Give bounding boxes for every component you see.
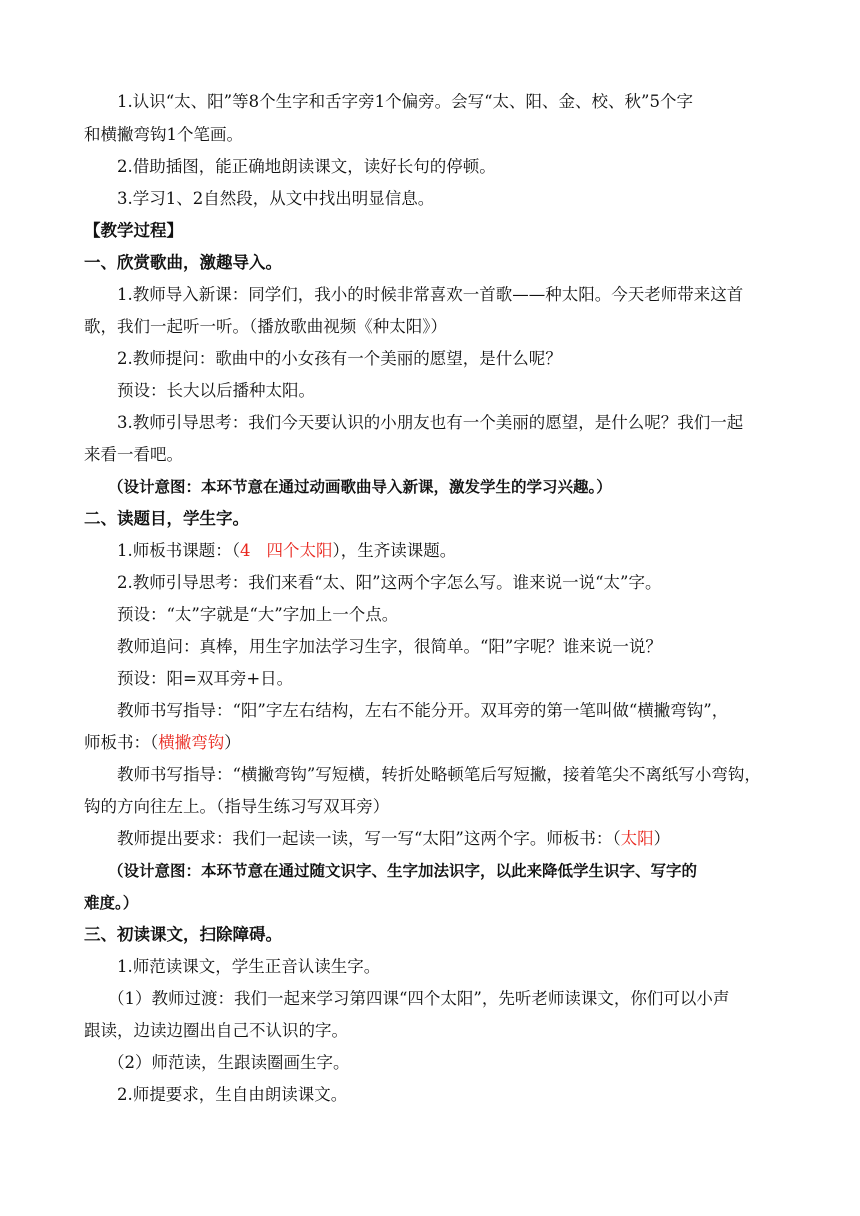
process-heading: 【教学过程】 bbox=[84, 221, 183, 240]
design-note-label: 设计意图： bbox=[123, 861, 202, 880]
board-title-suffix: ），生齐读课题。 bbox=[332, 541, 457, 560]
design-note-label: 设计意图： bbox=[123, 477, 202, 496]
section-2-line-3: 教师追问：真棒，用生字加法学习生字，很简单。“阳”字呢？谁来说一说？ bbox=[117, 637, 662, 656]
section-3-line-4: （2）师范读，生跟读圈画生字。 bbox=[108, 1053, 350, 1072]
design-note-text: 本环节意在通过动画歌曲导入新课，激发学生的学习兴趣。 bbox=[201, 477, 597, 496]
section-2-line-5: 教师书写指导：“阳”字左右结构，左右不能分开。双耳旁的第一笔叫做“横撇弯钩”， bbox=[117, 701, 729, 720]
objective-1-line-2: 和横撇弯钩1个笔画。 bbox=[84, 125, 243, 144]
section-3-heading: 三、初读课文，扫除障碍。 bbox=[84, 925, 282, 944]
design-note-text: 本环节意在通过随文识字、生字加法识字，以此来降低学生识字、写字的 bbox=[201, 861, 698, 880]
section-1-design-note: （设计意图：本环节意在通过动画歌曲导入新课，激发学生的学习兴趣。） bbox=[108, 477, 612, 496]
section-2-heading: 二、读题目，学生字。 bbox=[84, 509, 249, 528]
section-3-line-3: 跟读，边读边圈出自己不认识的字。 bbox=[84, 1021, 348, 1040]
board-word-suffix: ） bbox=[653, 829, 671, 848]
section-2-board-stroke bbox=[84, 733, 780, 753]
section-1-line-5: 3.教师引导思考：我们今天要认识的小朋友也有一个美丽的愿望，是什么呢？我们一起 bbox=[117, 413, 744, 432]
board-title-prefix: 1.师板书课题：（ bbox=[117, 541, 240, 560]
board-title-text: 四个太阳 bbox=[266, 541, 333, 560]
objective-3: 3.学习1、2自然段，从文中找出明显信息。 bbox=[117, 189, 435, 208]
section-2-design-note: （设计意图：本环节意在通过随文识字、生字加法识字，以此来降低学生识字、写字的 bbox=[108, 861, 698, 880]
section-2-line-6: 教师书写指导：“横撇弯钩”写短横，转折处略顿笔后写短撇，接着笔尖不离纸写小弯钩， bbox=[117, 765, 761, 784]
board-word-text: 太阳 bbox=[620, 829, 654, 848]
objective-2: 2.借助插图，能正确地朗读课文，读好长句的停顿。 bbox=[117, 157, 496, 176]
section-1-line-2: 歌，我们一起听一听。（播放歌曲视频《种太阳》） bbox=[84, 317, 447, 336]
section-3-line-2: （1）教师过渡：我们一起来学习第四课“四个太阳”，先听老师读课文，你们可以小声 bbox=[108, 989, 730, 1008]
section-2-board-word bbox=[84, 829, 780, 849]
section-1-line-1: 1.教师导入新课：同学们，我小的时候非常喜欢一首歌——种太阳。今天老师带来这首 bbox=[117, 285, 744, 304]
section-2-line-4: 预设：阳=双耳旁+日。 bbox=[117, 669, 294, 688]
section-2-line-2: 预设：“太”字就是“大”字加上一个点。 bbox=[117, 605, 399, 624]
objective-1-line-1: 1.认识“太、阳”等8个生字和舌字旁1个偏旁。会写“太、阳、金、校、秋”5个字 bbox=[117, 92, 693, 111]
section-2-line-1: 2.教师引导思考：我们来看“太、阳”这两个字怎么写。谁来说一说“太”字。 bbox=[117, 573, 662, 592]
board-title-number: 4 bbox=[240, 541, 251, 560]
board-stroke-prefix: 师板书：（ bbox=[84, 733, 159, 752]
board-word-prefix: 教师提出要求：我们一起读一读，写一写“太阳”这两个字。师板书：（ bbox=[117, 829, 621, 848]
section-1-line-3: 2.教师提问：歌曲中的小女孩有一个美丽的愿望，是什么呢？ bbox=[117, 349, 562, 368]
section-3-line-1: 1.师范读课文，学生正音认读生字。 bbox=[117, 957, 381, 976]
board-stroke-suffix: ） bbox=[224, 733, 241, 752]
section-2-line-7: 钩的方向往左上。（指导生练习写双耳旁） bbox=[84, 797, 390, 816]
section-2-board-title bbox=[84, 541, 780, 561]
section-1-heading: 一、欣赏歌曲，激趣导入。 bbox=[84, 253, 282, 272]
section-3-line-5: 2.师提要求，生自由朗读课文。 bbox=[117, 1085, 348, 1104]
section-1-line-6: 来看一看吧。 bbox=[84, 445, 183, 464]
board-stroke-text: 横撇弯钩 bbox=[158, 733, 225, 752]
section-1-line-4: 预设：长大以后播种太阳。 bbox=[117, 381, 315, 400]
section-2-design-note-cont: 难度。） bbox=[84, 893, 139, 912]
